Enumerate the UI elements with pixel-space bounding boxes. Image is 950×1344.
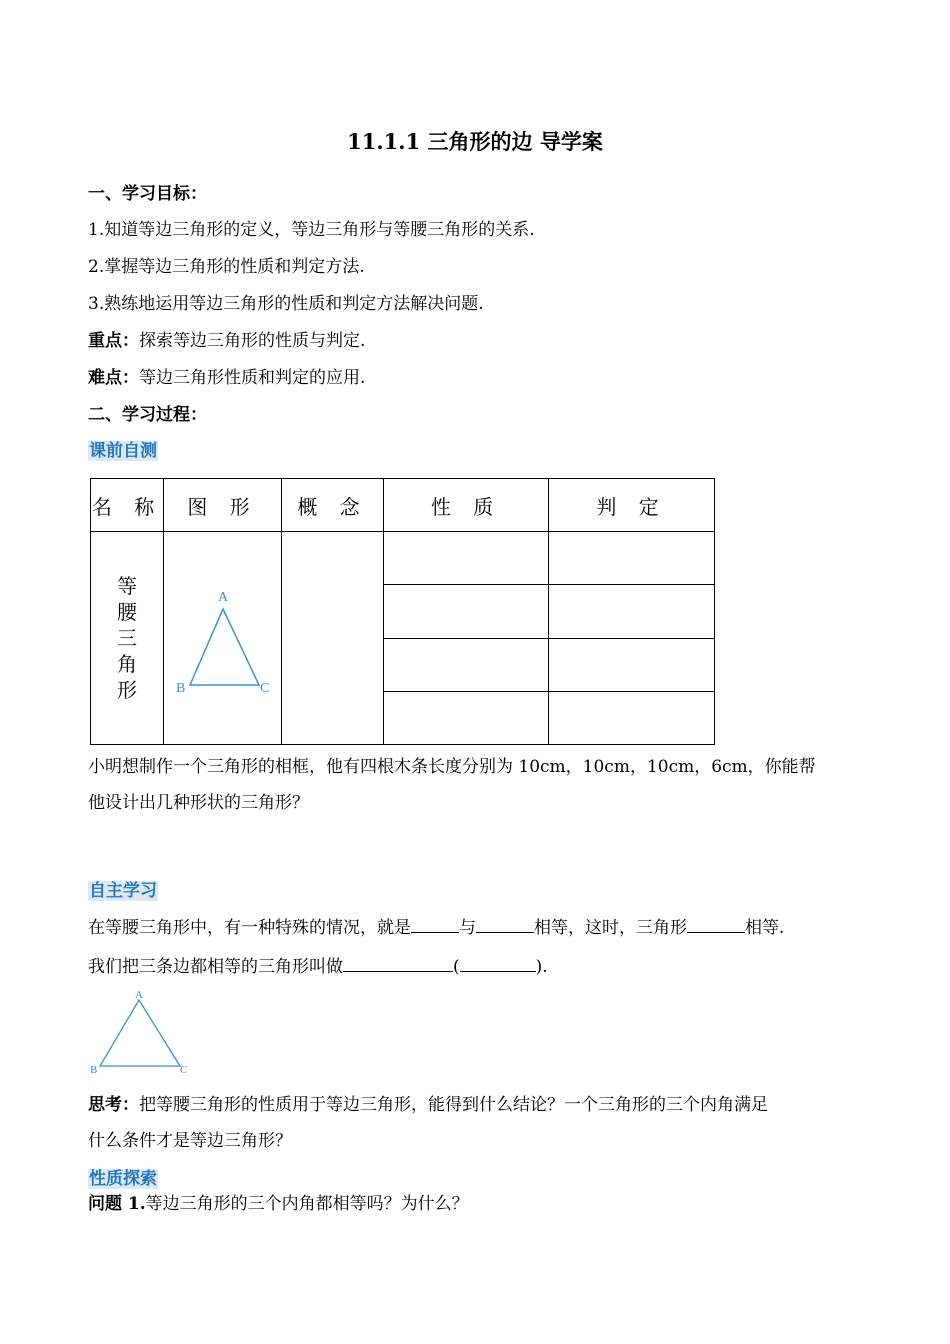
difficulty-text: 等边三角形性质和判定的应用. bbox=[139, 368, 366, 388]
property-cell bbox=[384, 532, 549, 585]
answer-blank[interactable] bbox=[411, 916, 459, 933]
vertex-label-b: B bbox=[176, 681, 186, 696]
problem-line-2: 他设计出几种形状的三角形？ bbox=[88, 793, 309, 813]
row-name-char: 等 bbox=[117, 574, 137, 598]
difficulty-point bbox=[88, 367, 365, 389]
equilateral-triangle-shape bbox=[100, 1000, 180, 1066]
answer-blank[interactable] bbox=[476, 916, 534, 933]
table-row bbox=[91, 532, 715, 585]
property-cell bbox=[384, 691, 549, 744]
think-label: 思考： bbox=[88, 1095, 139, 1115]
header-concept: 概 念 bbox=[282, 479, 384, 532]
judgement-cell bbox=[549, 691, 715, 744]
think-text: 把等腰三角形的性质用于等边三角形，能得到什么结论？一个三角形的三个内角满足 bbox=[139, 1095, 768, 1115]
row-name-char: 三 bbox=[117, 626, 137, 650]
question-1-text: 等边三角形的三个内角都相等吗？为什么？ bbox=[145, 1194, 469, 1214]
self-study-label: 自主学习 bbox=[89, 881, 157, 901]
key-point bbox=[88, 330, 365, 352]
vertex-label-c: C bbox=[260, 681, 270, 696]
section2-heading: 二、学习过程： bbox=[88, 405, 207, 425]
question-1 bbox=[88, 1193, 469, 1215]
row-name-cell bbox=[91, 532, 164, 745]
header-figure: 图 形 bbox=[164, 479, 282, 532]
vertex-label-a: A bbox=[135, 989, 143, 1001]
self-study-heading bbox=[88, 880, 158, 902]
problem-line-1: 小明想制作一个三角形的相框，他有四根木条长度分别为 10cm，10cm，10cm，6cm，你能帮 bbox=[88, 757, 816, 777]
pre-test-label: 课前自测 bbox=[89, 441, 157, 461]
vertex-label-b: B bbox=[90, 1064, 98, 1076]
fill-text: 在等腰三角形中，有一种特殊的情况，就是 bbox=[88, 918, 411, 938]
judgement-cell bbox=[549, 638, 715, 691]
table-header-row bbox=[91, 479, 715, 532]
answer-blank[interactable] bbox=[687, 916, 745, 933]
isosceles-triangle-figure bbox=[164, 532, 281, 744]
fill-text: ( bbox=[453, 957, 460, 977]
explore-heading bbox=[88, 1168, 158, 1190]
fill-text: 我们把三条边都相等的三角形叫做 bbox=[88, 957, 343, 977]
row-name-char: 腰 bbox=[117, 600, 137, 624]
equilateral-triangle-figure bbox=[86, 986, 196, 1078]
explore-label: 性质探索 bbox=[89, 1169, 157, 1189]
header-judgement: 判 定 bbox=[549, 479, 715, 532]
answer-blank[interactable] bbox=[343, 955, 453, 972]
fill-blank-line-1 bbox=[88, 916, 784, 939]
fill-text: 相等. bbox=[745, 918, 785, 938]
concept-cell bbox=[282, 532, 384, 745]
section1-heading: 一、学习目标： bbox=[88, 184, 207, 204]
concept-table bbox=[90, 478, 715, 745]
question-1-label: 问题 1. bbox=[88, 1194, 146, 1214]
row-name-char: 形 bbox=[117, 678, 137, 702]
pre-test-heading bbox=[88, 440, 158, 462]
judgement-cell bbox=[549, 532, 715, 585]
think-line-2: 什么条件才是等边三角形？ bbox=[88, 1131, 292, 1151]
property-cell bbox=[384, 585, 549, 638]
judgement-cell bbox=[549, 585, 715, 638]
row-name-char: 角 bbox=[117, 652, 137, 676]
figure-cell bbox=[164, 532, 282, 745]
think-line-1 bbox=[88, 1094, 768, 1116]
fill-text: ). bbox=[535, 957, 548, 977]
header-property: 性 质 bbox=[384, 479, 549, 532]
fill-text: 相等，这时，三角形 bbox=[534, 918, 687, 938]
key-label: 重点： bbox=[88, 331, 139, 351]
key-text: 探索等边三角形的性质与判定. bbox=[139, 331, 366, 351]
goal-2: 2.掌握等边三角形的性质和判定方法. bbox=[88, 257, 365, 277]
fill-text: 与 bbox=[459, 918, 476, 938]
answer-blank[interactable] bbox=[460, 955, 536, 972]
page-title: 11.1.1 三角形的边 导学案 bbox=[347, 129, 603, 154]
property-cell bbox=[384, 638, 549, 691]
difficulty-label: 难点： bbox=[88, 368, 139, 388]
header-name: 名 称 bbox=[91, 479, 164, 532]
goal-1: 1.知道等边三角形的定义，等边三角形与等腰三角形的关系. bbox=[88, 220, 535, 240]
vertex-label-a: A bbox=[218, 590, 229, 605]
vertex-label-c: C bbox=[180, 1064, 188, 1076]
fill-blank-line-2 bbox=[88, 955, 548, 978]
isosceles-triangle-shape bbox=[190, 609, 259, 685]
goal-3: 3.熟练地运用等边三角形的性质和判定方法解决问题. bbox=[88, 294, 484, 314]
